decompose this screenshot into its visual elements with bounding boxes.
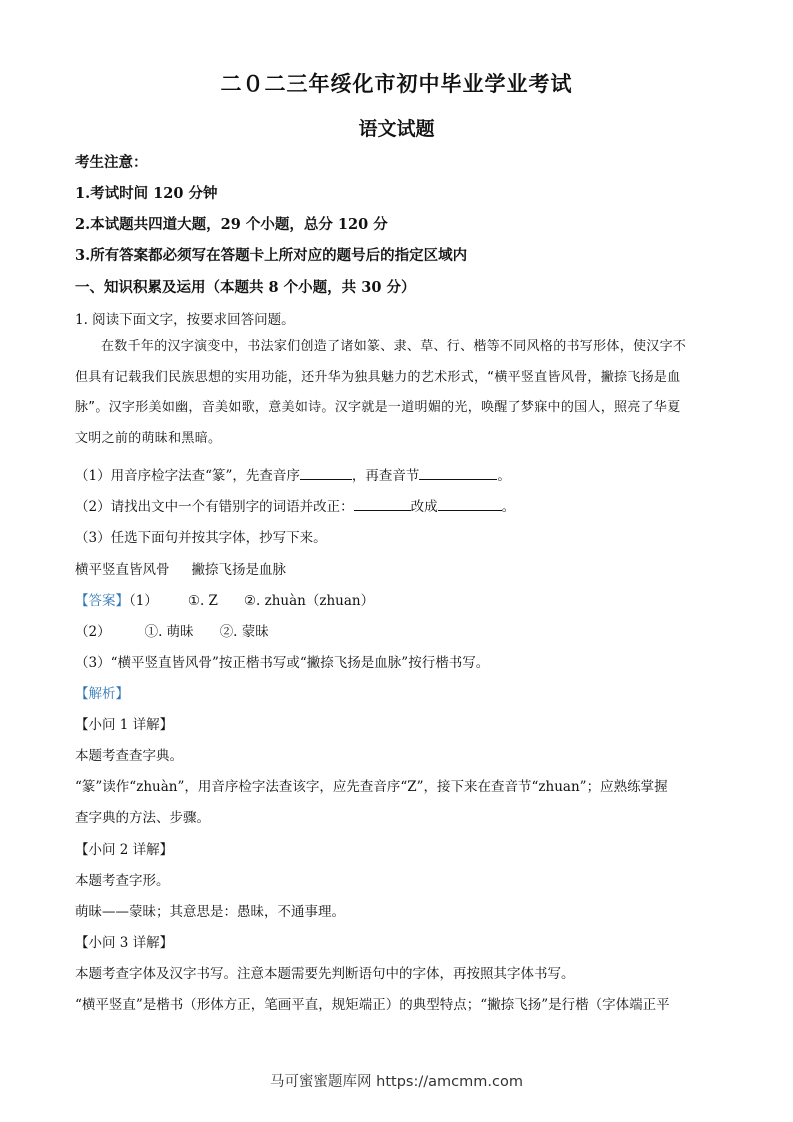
notice-item-3: 3.所有答案都必须写在答题卡上所对应的题号后的指定区域内 bbox=[75, 247, 468, 264]
detail-1-heading: 【小问 1 详解】 bbox=[75, 717, 174, 733]
sub-question-1-text: （1）用音序检字法查“篆”，先查音序 bbox=[75, 468, 300, 484]
passage-line: 但具有记载我们民族思想的实用功能，还升华为独具魅力的艺术形式，“横平竖直皆风骨，撇捺飞扬是血 bbox=[75, 369, 681, 385]
answer-item: ②. zhuàn（zhuan） bbox=[243, 593, 375, 609]
reading-passage bbox=[75, 332, 720, 454]
passage-line: 在数千年的汉字演变中，书法家们创造了诸如篆、隶、草、行、楷等不同风格的书写形体，使汉字不 bbox=[101, 339, 687, 354]
phrase-running-script: 撇捺飞扬是血脉 bbox=[191, 562, 286, 578]
analysis-tag: 【解析】 bbox=[75, 686, 129, 702]
answer-item: ①. 萌昧 bbox=[144, 624, 194, 640]
passage-line: 文明之前的萌昧和黑暗。 bbox=[75, 430, 222, 446]
detail-3-line: 本题考查字体及汉字书写。注意本题需要先判断语句中的字体，再按照其字体书写。 bbox=[75, 966, 575, 982]
question-1-stem: 1. 阅读下面文字，按要求回答问题。 bbox=[75, 312, 295, 328]
notice-heading: 考生注意： bbox=[75, 154, 148, 171]
detail-3-line: “横平竖直”是楷书（形体方正，笔画平直，规矩端正）的典型特点；“撇捺飞扬”是行楷（字体端正平 bbox=[75, 997, 670, 1013]
answer-label: （2） bbox=[75, 624, 111, 640]
sub-question-3: （3）任选下面句并按其字体，抄写下来。 bbox=[75, 530, 327, 546]
exam-subtitle: 语文试题 bbox=[358, 118, 435, 140]
detail-2-line: 萌昧——蒙昧；其意思是：愚昧，不通事理。 bbox=[75, 904, 345, 920]
exam-title: 二０二三年绥化市初中毕业学业考试 bbox=[220, 71, 573, 96]
answer-tag: 【答案】 bbox=[75, 593, 129, 609]
sub-question-2-text: （2）请找出文中一个有错别字的词语并改正： bbox=[75, 499, 354, 515]
detail-1-line: 查字典的方法、步骤。 bbox=[75, 810, 210, 826]
answer-line-1 bbox=[75, 589, 374, 609]
detail-1-line: 本题考查查字典。 bbox=[75, 748, 183, 764]
answer-blank bbox=[438, 498, 502, 511]
answer-blank bbox=[354, 498, 411, 511]
answer-item: ①. Z bbox=[187, 593, 218, 609]
sub-question-1 bbox=[75, 464, 511, 484]
answer-blank bbox=[419, 467, 497, 480]
answer-item: ②. 蒙昧 bbox=[219, 624, 269, 640]
sub-question-1-text: ，再查音节 bbox=[351, 468, 420, 484]
detail-2-heading: 【小问 2 详解】 bbox=[75, 842, 174, 858]
detail-2-line: 本题考查字形。 bbox=[75, 873, 170, 889]
notice-item-1: 1.考试时间 120 分钟 bbox=[75, 185, 218, 202]
sub-question-2 bbox=[75, 495, 515, 515]
section-1-heading: 一、知识积累及运用（本题共 8 个小题，共 30 分） bbox=[75, 279, 416, 296]
answer-label: （1） bbox=[129, 593, 158, 609]
answer-blank bbox=[300, 467, 352, 480]
sub-question-2-text: 。 bbox=[501, 499, 516, 515]
copy-phrases bbox=[75, 558, 286, 578]
sub-question-2-text: 改成 bbox=[410, 499, 438, 515]
answer-line-2 bbox=[75, 620, 269, 640]
site-footer: 马可蜜蜜题库网 https://amcmm.com bbox=[270, 1074, 523, 1090]
notice-item-2: 2.本试题共四道大题，29 个小题，总分 120 分 bbox=[75, 216, 388, 233]
detail-1-line: “篆”读作“zhuàn”，用音序检字法查该字，应先查音序“Z”，接下来在查音节“zhuan”；应熟练掌握 bbox=[75, 779, 668, 795]
phrase-regular-script: 横平竖直皆风骨 bbox=[75, 562, 170, 578]
answer-line-3: （3）“横平竖直皆风骨”按正楷书写或“撇捺飞扬是血脉”按行楷书写。 bbox=[75, 655, 490, 671]
detail-3-heading: 【小问 3 详解】 bbox=[75, 935, 174, 951]
passage-line: 脉”。汉字形美如幽，音美如歌，意美如诗。汉字就是一道明媚的光，唤醒了梦寐中的国人，照亮了华夏 bbox=[75, 400, 681, 415]
sub-question-1-text: 。 bbox=[497, 468, 511, 484]
